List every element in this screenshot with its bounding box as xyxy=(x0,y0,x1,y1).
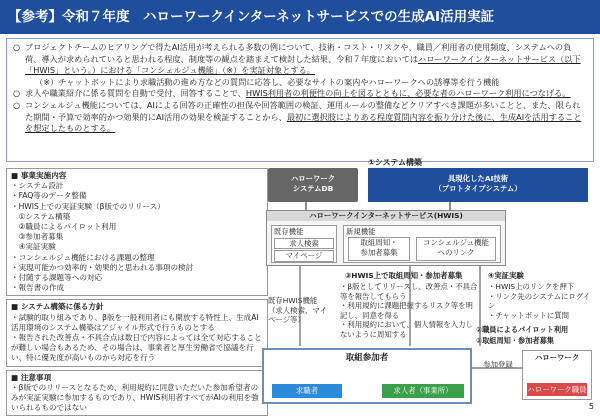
policy-item: ・試験的取り組みであり、β版を一般利用者にも開放する特性上、生成AI活用環境のシステム構築はアジャイル形式で行うものとする xyxy=(11,312,259,332)
policy-item: ・報告された改善点・不具合点は数日で内容によっては全て対応することが難しい場合もあるため、その場合は、事業者と厚生労働省で協議を行い、特に優先度が高いものから対応を行う xyxy=(11,333,262,363)
section-1-label: ①システム構築 xyxy=(368,158,422,167)
hw-title: ハローワーク xyxy=(534,353,580,362)
intro-para-1: ○ プロジェクトチームのヒアリングで得たAI活用が考えられる多数の例について、技術・コスト・リスクや、職員／利用者の使用頻度、システムへの負荷、導入が求められていると思われる程度、制度等の観点を踏まえて検討した結果、令和７年度においてはハローワークインターネットサービス（以下「HWIS」という。）における「コンシェルジュ機能」（※）を実証対象とする。 xyxy=(13,42,581,76)
implementation-item: ・報告書の作成 xyxy=(11,283,65,293)
intro-para-3: ○ コンシェルジュ機能については、AIによる回答の正確性の担保や回答範囲の検証、運用ルールの整備などクリアすべき課題が多いことと、また、限られた期間・予算で効率的かつ効果的にAI活用の効果を検証することから、最初に選択肢によりある程度質問内容を振り分けた後に、生成AIを活用することを想定したものとする。 xyxy=(13,99,582,134)
policy-block xyxy=(6,299,268,366)
policy-title: ■ システム構築に係る方針 xyxy=(11,302,104,312)
implementation-item: ・コンシェルジュ機能における課題の整理 xyxy=(11,252,155,262)
mypage-link: マイページ xyxy=(274,250,334,262)
note-item: ・β版でのリリースとなるため、利用規約に同意いただいた参加希望者のみが実証実験に参加するものであり、HWIS利用者すべてがAIの利用を強いられるものではない xyxy=(11,382,259,413)
intro-para-2: ○ 求人や職業紹介に係る質問を自動で受付、回答することで、HWIS利用者の利便性の向上を図るとともに、必要な者のハローワーク利用につなげる。 xyxy=(13,88,571,99)
implementation-item: ①システム構築 xyxy=(11,211,71,221)
implementation-item: ・実現可能かつ効率的・効果的と思われる事項の検討 xyxy=(11,262,194,272)
implementation-item: ・FAQ等のデータ整備 xyxy=(11,191,87,201)
section-4-label: ④実証実験 xyxy=(488,271,524,280)
section-4-item: ・リンク先のシステムにログイン xyxy=(488,291,591,310)
section-4-item: ・HWIS上のリンクを押下 xyxy=(488,282,575,291)
notes-title: ■ 注意事項 xyxy=(11,372,52,382)
page-title: 【参考】令和７年度 ハローワークインターネットサービスでの生成AI活用実証 xyxy=(0,0,600,34)
implementation-item: ・システム設計 xyxy=(11,181,64,191)
section-3-item: ・β版としてリリースし、改善点・不具合等を報告してもらう xyxy=(340,282,478,301)
left-column xyxy=(6,168,268,419)
policy-list xyxy=(11,313,263,364)
implementation-item: ③参加者募集 xyxy=(11,232,64,242)
intro-note: （※）チャットボットにより求職活動の進め方などの質問に応答し、必要なサイトの案内やハローワークへの誘導等を行う機能 xyxy=(35,76,500,87)
implementation-item: ④実証実験 xyxy=(11,242,56,252)
section-4-item: ・チャットボットに質問 xyxy=(488,310,570,320)
section-3-item: ・利用規約に課題把握するリスク等を明記し、同意を得る xyxy=(340,301,473,320)
section-2-label: ②職員によるパイロット利用 xyxy=(476,325,569,334)
seeker-badge: 求職者 xyxy=(272,384,342,398)
notes-list xyxy=(11,383,263,414)
intro-box xyxy=(6,38,594,162)
recruit-item: 取組周知・ 参加者募集 xyxy=(348,237,410,261)
new-feature-label: 新規機能 xyxy=(346,227,376,236)
hwis-title: ハローワークインターネットサービス(HWIS) xyxy=(267,211,505,221)
ai-box: 具現化したAI技術 （プロトタイプシステム） xyxy=(368,168,588,202)
implementation-title: ■ 事業実施内容 xyxy=(11,171,67,180)
notes-block xyxy=(6,370,268,417)
section-3-label: ③HWIS上で取組周知・参加者募集 xyxy=(345,271,463,280)
db-box: ハローワーク システムDB xyxy=(268,168,358,202)
section-3b-label: ③取組周知・参加者募集 xyxy=(476,336,554,345)
participants-title: 取組参加者 xyxy=(345,353,389,363)
implementation-list xyxy=(11,181,263,293)
existing-label: 既存機能 xyxy=(274,227,304,236)
implementation-item: ②職員によるパイロット利用 xyxy=(11,222,117,232)
existing-note: 既存HWIS機能（求人検索、マイページ等） xyxy=(268,296,327,324)
page-number: 5 xyxy=(588,402,594,411)
implementation-item: ・付随する課題等への対応 xyxy=(11,273,103,283)
diagram-arrows xyxy=(260,150,600,410)
hw-staff-badge: ハローワーク職員 xyxy=(527,385,587,394)
implementation-block xyxy=(6,168,268,296)
concierge-link: コンシェルジュ機能 へのリンク xyxy=(416,237,496,261)
implementation-item: ・HWIS上での実証実験（β版でのリリース） xyxy=(11,201,165,211)
register-label: 参加登録 xyxy=(483,360,513,369)
employer-badge: 求人者（事業所） xyxy=(382,384,464,398)
section-3-item: ・利用規約において、個人情報を入力しないように周知する xyxy=(340,320,473,339)
job-search-link: 求人検索 xyxy=(274,238,334,250)
